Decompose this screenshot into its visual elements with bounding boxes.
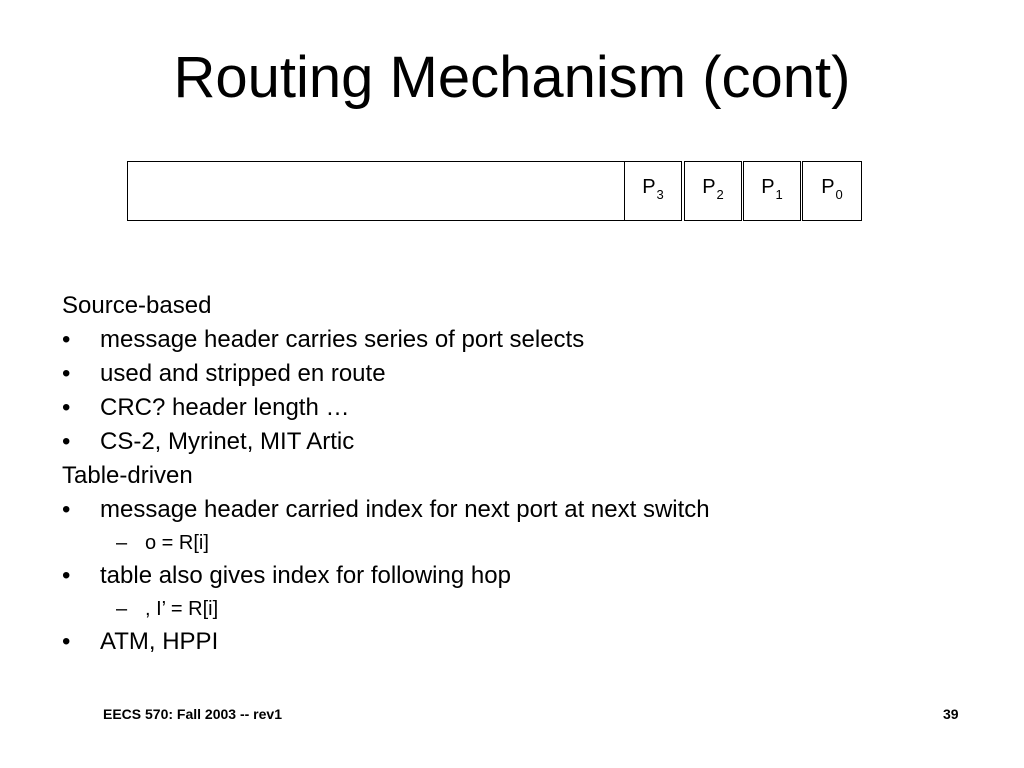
- sub-bullet-text: o = R[i]: [145, 532, 209, 554]
- bullet-text: ATM, HPPI: [100, 628, 219, 655]
- bullet-text: used and stripped en route: [100, 360, 386, 387]
- bullet-item: [62, 323, 962, 357]
- port-label: P: [642, 175, 656, 198]
- bullet-mark: •: [62, 496, 71, 523]
- port-select-cell-p2: [684, 161, 742, 221]
- slide-title: Routing Mechanism (cont): [173, 45, 851, 110]
- bullet-mark: •: [62, 628, 71, 655]
- footer-page-number: 39: [943, 706, 959, 722]
- bullet-item: [62, 559, 962, 593]
- bullet-item: [62, 425, 962, 459]
- port-subscript: 3: [656, 186, 664, 202]
- footer-course: EECS 570: Fall 2003 -- rev1: [103, 706, 282, 722]
- sub-bullet-item: [62, 593, 962, 625]
- bullet-text: CRC? header length …: [100, 394, 350, 421]
- source-based-heading: Source-based: [62, 292, 212, 319]
- bullet-text: message header carries series of port selects: [100, 326, 585, 353]
- port-select-cell-p1: [743, 161, 801, 221]
- message-payload-cell: [127, 161, 625, 221]
- port-subscript: 2: [716, 186, 724, 202]
- sub-bullet-text: , I’ = R[i]: [145, 598, 219, 620]
- port-subscript: 0: [835, 186, 843, 202]
- port-select-cell-p3: [624, 161, 682, 221]
- bullet-text: table also gives index for following hop: [100, 562, 511, 589]
- port-label: P: [821, 175, 835, 198]
- bullet-mark: •: [62, 326, 71, 353]
- message-header-diagram: [127, 161, 862, 221]
- bullet-text: message header carried index for next port at next switch: [100, 496, 710, 523]
- sub-bullet-mark: –: [116, 532, 128, 554]
- bullet-text: CS-2, Myrinet, MIT Artic: [100, 428, 355, 455]
- bullet-item: [62, 391, 962, 425]
- bullet-item: [62, 625, 962, 659]
- sub-bullet-mark: –: [116, 598, 128, 620]
- bullet-mark: •: [62, 562, 71, 589]
- port-select-cell-p0: [802, 161, 862, 221]
- bullet-mark: •: [62, 360, 71, 387]
- slide-body: [62, 289, 962, 659]
- bullet-mark: •: [62, 394, 71, 421]
- bullet-item: [62, 493, 962, 527]
- port-label: P: [702, 175, 716, 198]
- port-label: P: [761, 175, 775, 198]
- table-driven-heading: Table-driven: [62, 462, 193, 489]
- sub-bullet-item: [62, 527, 962, 559]
- bullet-mark: •: [62, 428, 71, 455]
- bullet-item: [62, 357, 962, 391]
- port-subscript: 1: [775, 186, 783, 202]
